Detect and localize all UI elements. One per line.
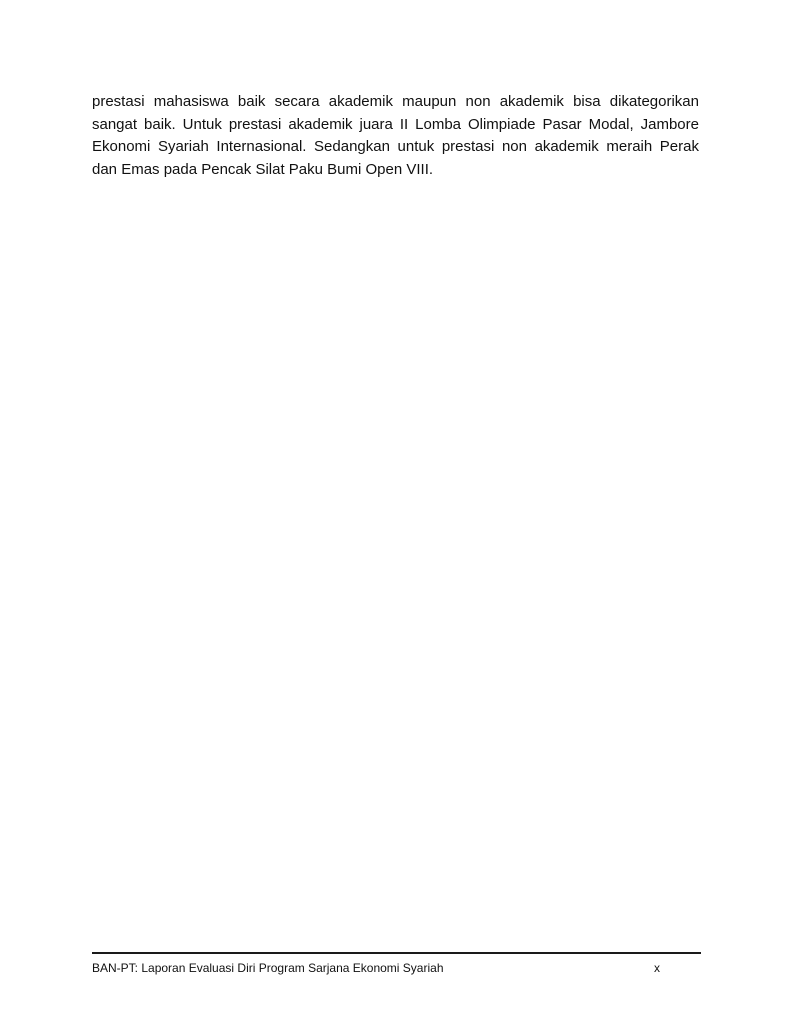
page-number: x xyxy=(654,961,660,975)
paragraph-line: dan Emas pada Pencak Silat Paku Bumi Open VIII. xyxy=(92,160,434,178)
body-paragraph xyxy=(92,91,699,181)
paragraph-line: sangat baik. Untuk prestasi akademik juara II Lomba Olimpiade Pasar Modal, Jambore xyxy=(92,115,699,133)
footer-title: BAN-PT: Laporan Evaluasi Diri Program Sarjana Ekonomi Syariah xyxy=(92,961,444,975)
footer-divider xyxy=(92,952,701,954)
paragraph-line: Ekonomi Syariah Internasional. Sedangkan untuk prestasi non akademik meraih Perak xyxy=(92,138,699,155)
paragraph-line: prestasi mahasiswa baik secara akademik maupun non akademik bisa dikategorikan xyxy=(92,93,699,110)
